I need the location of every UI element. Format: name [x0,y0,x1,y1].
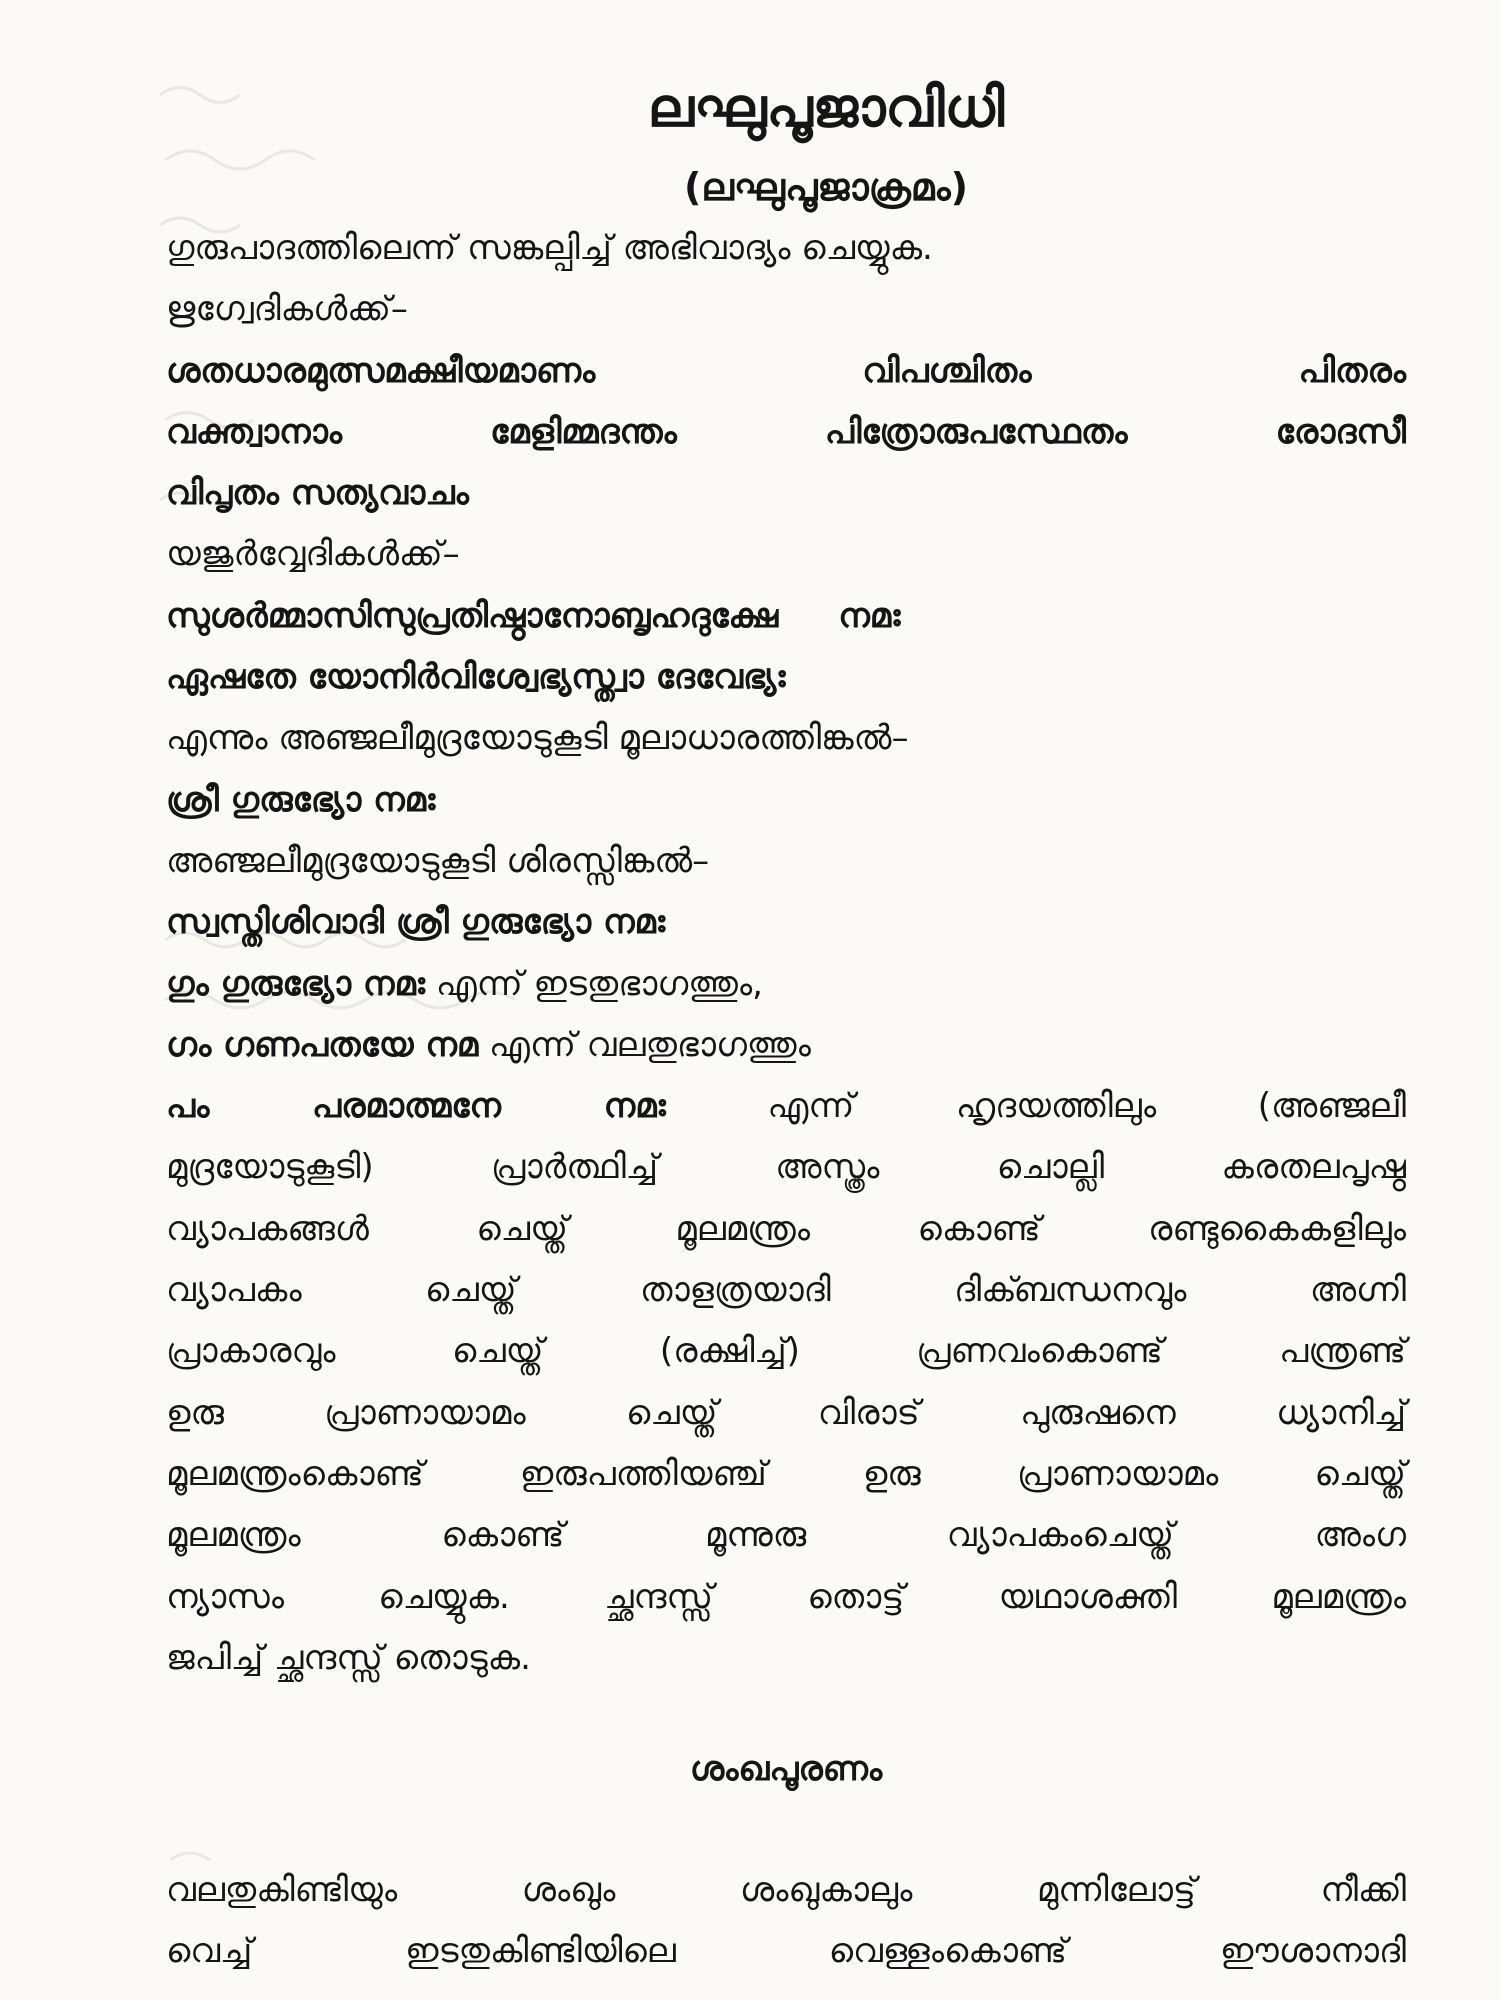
text-line: ഉരു പ്രാണായാമം ചെയ്ത് വിരാട് പുരുഷനെ ധ്യാനിച്ച് [166,1392,1406,1433]
instruction-text: എന്ന് ഇടതുഭാഗത്തും, [425,963,763,1004]
text-line: മുദ്രയോടുകൂടി) പ്രാർത്ഥിച്ച് അസ്ത്രം ചൊല്ലി കരതലപൃഷ്ഠ [166,1147,1406,1188]
text-line: പ്രാകാരവും ചെയ്ത് (രക്ഷിച്ച്) പ്രണവംകൊണ്ട് പന്ത്രണ്ട് [166,1331,1406,1372]
mantra-text: വക്ത്വാനാം മേളിമ്മദന്തം പിത്രോരുപസ്ഥേതം രോദസീ [166,411,1406,452]
instruction-text: എന്ന് വലതുഭാഗത്തും [478,1024,811,1065]
text-line: അഞ്ജലീമുദ്രയോടുകൂടി ശിരസ്സിങ്കൽ– [166,840,710,881]
text-line: വ്യാപകങ്ങൾ ചെയ്ത് മൂലമന്ത്രം കൊണ്ട് രണ്ടുകൈകളിലും [166,1208,1406,1249]
text-line: ഗുരുപാദത്തിലെന്ന് സങ്കല്പിച്ച് അഭിവാദ്യം ചെയ്യുക. [166,228,933,268]
text-line [166,954,1406,1015]
mantra-text: ശതധാരമുത്സമക്ഷീയമാണം വിപശ്ചിതം പിതരം [166,350,1406,391]
mantra-line: ഏഷതേ യോനിർവിശ്വേഭ്യസ്ത്വാ ദേവേഭ്യഃ [166,657,786,698]
mantra-text: പം പരമാത്മനേ നമഃ [166,1086,666,1127]
mantra-text: ഗും ഗുരുഭ്യോ നമഃ [166,963,426,1004]
document-page [166,60,1406,1983]
mantra-line [166,586,1406,647]
text-line: ജപിച്ച് ച്ഛന്ദസ്സ് തൊടുക. [166,1637,531,1678]
mantra-text: സുശർമ്മാസിസുപ്രതിഷ്ഠാനോബൃഹദുക്ഷേ [166,595,779,636]
text-line: എന്നും അഞ്ജലീമുദ്രയോടുകൂടി മൂലാധാരത്തിങ്കൽ– [166,718,909,759]
mantra-text: ഗം ഗണപതയേ നമ [166,1024,479,1065]
text-line: മൂലമന്ത്രം കൊണ്ട് മൂന്നുരു വ്യാപകംചെയ്ത് അംഗ [166,1515,1406,1556]
mantra-line [166,341,1406,402]
mantra-line: സ്വസ്തിശിവാദി ശ്രീ ഗുരുഭ്യോ നമഃ [166,902,666,943]
mantra-text: നമഃ [838,595,901,636]
text-line: വലതുകിണ്ടിയും ശംഖും ശംഖുകാലും മുന്നിലോട്ട് നീക്കി [166,1870,1406,1911]
page-subtitle: (ലഘുപൂജാക്രമം) [684,165,968,209]
text-line [166,1015,1406,1076]
text-line [166,1076,1406,1137]
instruction-text: എന്ന് ഹൃദയത്തിലും (അഞ്ജലീ [665,1086,1406,1127]
section-heading: ശംഖപൂരണം [689,1749,883,1790]
text-line: വെച്ച് ഇടതുകിണ്ടിയിലെ വെള്ളംകൊണ്ട് ഈശാനാദി [166,1931,1406,1972]
mantra-line: ശ്രീ ഗുരുഭ്യോ നമഃ [166,779,436,820]
mantra-line: വിപൃതം സത്യവാചം [166,473,469,514]
text-line: ഋഗ്വേദികൾക്ക്– [166,289,408,330]
mantra-line [166,402,1406,463]
text-line: മൂലമന്ത്രംകൊണ്ട് ഇരുപത്തിയഞ്ച് ഉരു പ്രാണായാമം ചെയ്ത് [166,1453,1406,1494]
text-line: വ്യാപകം ചെയ്ത് താളത്രയാദി ദിക്ബന്ധനവും അഗ്നി [166,1270,1406,1311]
text-line: ന്യാസം ചെയ്യുക. ച്ഛന്ദസ്സ് തൊട്ട് യഥാശക്തി മൂലമന്ത്രം [166,1576,1406,1617]
page-title: ലഘുപൂജാവിധി [647,76,1005,139]
text-line: യജുർവ്വേദികൾക്ക്– [166,534,460,575]
